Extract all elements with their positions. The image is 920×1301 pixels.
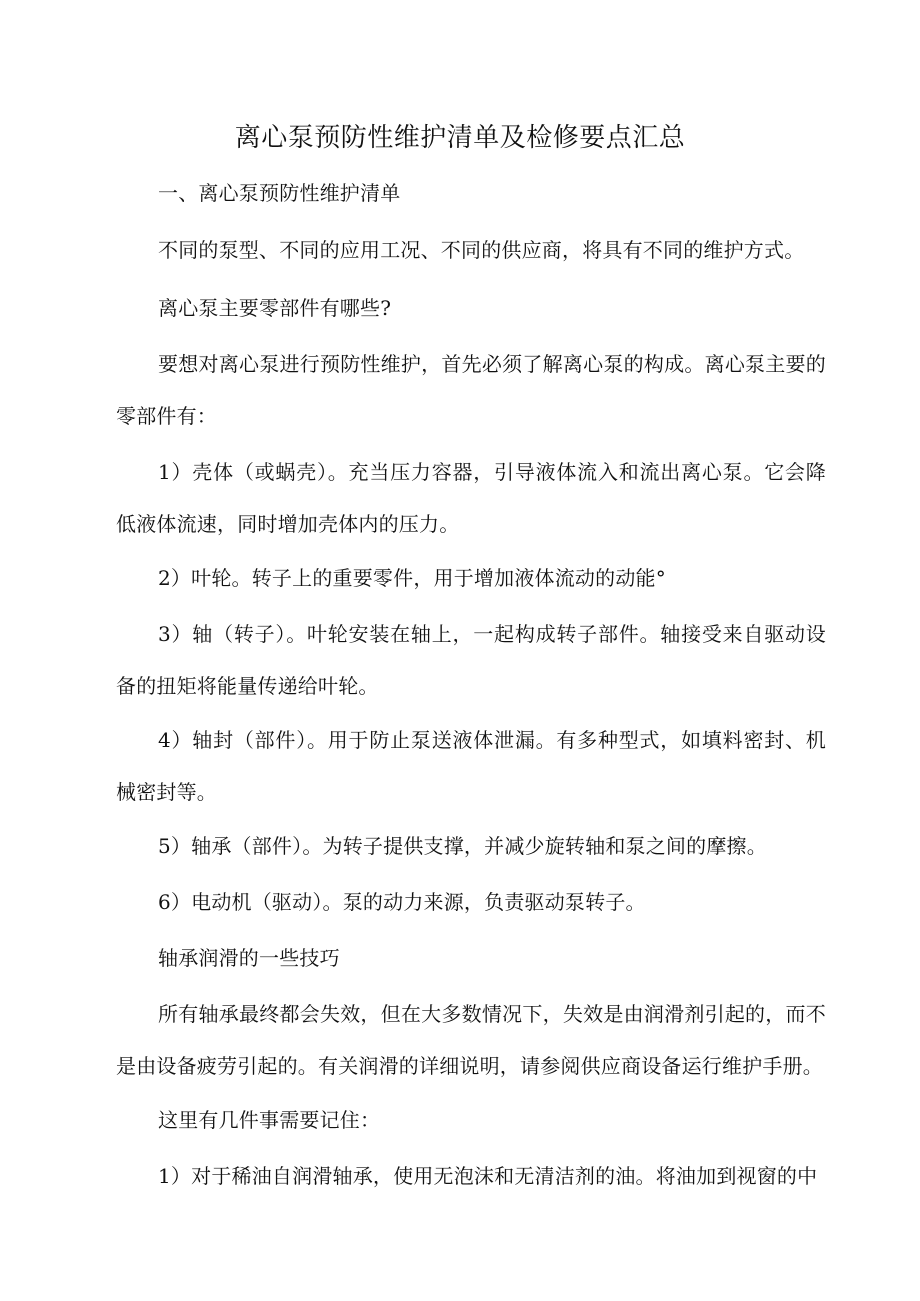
list-item-bearing: 5）轴承（部件）。为转子提供支撑，并减少旋转轴和泵之间的摩擦。	[158, 834, 767, 858]
list-item-impeller: 2）叶轮。转子上的重要零件，用于增加液体流动的动能°	[158, 566, 666, 590]
paragraph-remember: 这里有几件事需要记住：	[158, 1108, 381, 1132]
paragraph-lubrication: 所有轴承最终都会失效，但在大多数情况下，失效是由润滑剂引起的，而不是由设备疲劳引起的。有关润滑的详细说明，请参阅供应商设备运行维护手册。	[116, 1002, 826, 1078]
list-item-motor: 6）电动机（驱动）。泵的动力来源，负责驱动泵转子。	[158, 890, 646, 914]
list-item-shaft: 3）轴（转子）。叶轮安装在轴上，一起构成转子部件。轴接受来自驱动设备的扭矩将能量传递给叶轮。	[116, 622, 826, 698]
document-title: 离心泵预防性维护清单及检修要点汇总	[234, 123, 686, 153]
list-item-oil: 1）对于稀油自润滑轴承，使用无泡沫和无清洁剂的油。将油加到视窗的中	[158, 1164, 818, 1188]
paragraph-intro: 不同的泵型、不同的应用工况、不同的供应商，将具有不同的维护方式。	[158, 238, 805, 262]
subheading-lubrication: 轴承润滑的一些技巧	[158, 946, 340, 970]
section-heading-1: 一、离心泵预防性维护清单	[158, 181, 401, 205]
list-item-seal: 4）轴封（部件）。用于防止泵送液体泄漏。有多种型式，如填料密封、机械密封等。	[116, 728, 826, 804]
list-item-casing: 1）壳体（或蜗壳）。充当压力容器，引导液体流入和流出离心泵。它会降低液体流速，同时增加壳体内的压力。	[116, 460, 826, 536]
subheading-components: 离心泵主要零部件有哪些?	[158, 296, 392, 320]
paragraph-components-intro: 要想对离心泵进行预防性维护，首先必须了解离心泵的构成。离心泵主要的零部件有：	[116, 352, 826, 428]
